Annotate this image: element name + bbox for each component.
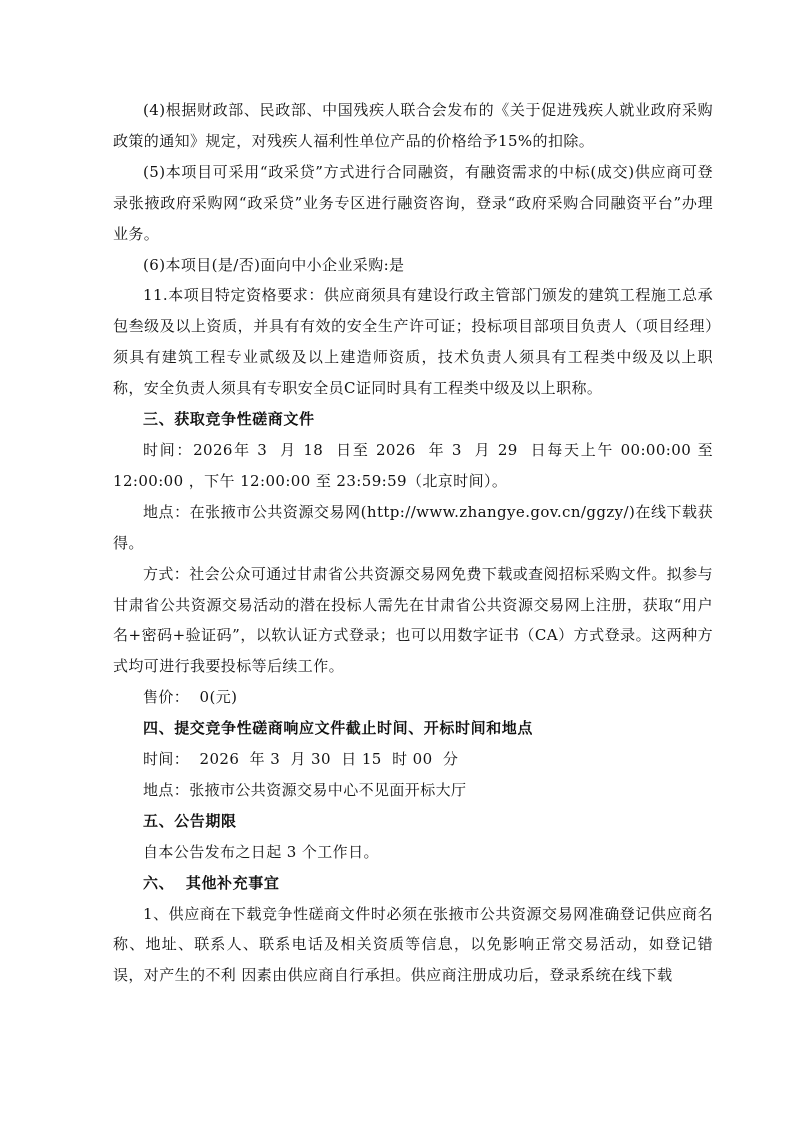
paragraph-supplier-registration: 1、供应商在下载竞争性磋商文件时必须在张掖市公共资源交易网准确登记供应商名称、地址、联系人、联系电话及相关资质等信息，以免影响正常交易活动，如登记错误，对产生的不利 因素由供应商自行承担。供应商注册成功后，登录系统在线下载 [113,904,713,985]
paragraph-disabled-discount: (4)根据财政部、民政部、中国残疾人联合会发布的《关于促进残疾人就业政府采购政策的通知》规定，对残疾人福利性单位产品的价格给予15%的扣除。 [113,101,713,150]
section-heading-notice-period: 五、公告期限 [143,811,237,830]
paragraph-obtain-location: 地点：在张掖市公共资源交易网(http://www.zhangye.gov.cn/ggzy/)在线下载获得。 [113,502,713,552]
paragraph-qualification-requirements: 11.本项目特定资格要求：供应商须具有建设行政主管部门颁发的建筑工程施工总承包叁级及以上资质，并具有有效的安全生产许可证；投标项目部项目负责人（项目经理）须具有建筑工程专业贰级及以上建造师资质，技术负责人须具有工程类中级及以上职称，安全负责人须具有专职安全员C证同时具有工程类中级及以上职称。 [113,286,713,398]
section-heading-other-matters: 六、 其他补充事宜 [143,873,280,892]
paragraph-notice-period: 自本公告发布之日起 3 个工作日。 [143,842,379,861]
paragraph-contract-financing: (5)本项目可采用“政采贷”方式进行合同融资，有融资需求的中标(成交)供应商可登录张掖政府采购网“政采贷”业务专区进行融资咨询，登录“政府采购合同融资平台”办理业务。 [113,162,713,243]
paragraph-obtain-time: 时间：2026年 3 月 18 日至 2026 年 3 月 29 日每天上午 00:00:00 至 12:00:00 ，下午 12:00:00 至 23:59:59（北京时间）。 [113,440,719,490]
paragraph-submission-time: 时间： 2026 年 3 月 30 日 15 时 00 分 [143,750,459,769]
section-heading-submission-deadline: 四、提交竞争性磋商响应文件截止时间、开标时间和地点 [143,719,534,738]
paragraph-sme-procurement: (6)本项目(是/否)面向中小企业采购:是 [143,255,405,274]
section-heading-obtain-documents: 三、获取竞争性磋商文件 [143,410,315,429]
document-body [113,95,719,991]
paragraph-submission-location: 地点：张掖市公共资源交易中心不见面开标大厅 [143,780,467,799]
paragraph-obtain-method: 方式：社会公众可通过甘肃省公共资源交易网免费下载或查阅招标采购文件。拟参与甘肃省公共资源交易活动的潜在投标人需先在甘肃省公共资源交易网上注册，获取“用户名+密码+验证码”，以软认证方式登录；也可以用数字证书（CA）方式登录。这两种方式均可进行我要投标等后续工作。 [113,564,713,676]
paragraph-price: 售价： 0(元) [143,688,238,707]
